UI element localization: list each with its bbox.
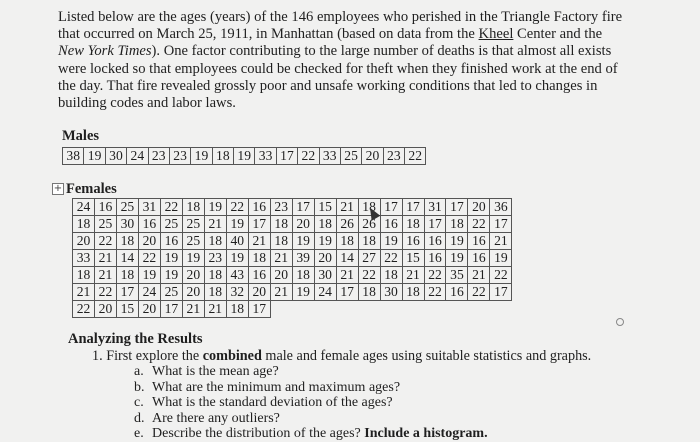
intro-line-2-b: Center and the xyxy=(513,26,603,43)
females-row xyxy=(73,250,512,267)
age-cell: 21 xyxy=(270,284,292,301)
age-cell: 14 xyxy=(116,250,138,267)
age-cell: 31 xyxy=(424,199,446,216)
age-cell: 22 xyxy=(424,267,446,284)
age-cell: 18 xyxy=(446,216,468,233)
age-cell: 24 xyxy=(138,284,160,301)
age-cell: 16 xyxy=(424,250,446,267)
age-cell: 18 xyxy=(270,233,292,250)
age-cell: 25 xyxy=(116,199,138,216)
age-cell: 30 xyxy=(105,148,126,165)
subitem-marker: b. xyxy=(134,379,145,395)
females-label: Females xyxy=(66,181,117,197)
intro-line-1: Listed below are the ages (years) of the 146 employees who perished in the Triangle Factory fire xyxy=(58,9,623,25)
age-cell: 24 xyxy=(314,284,336,301)
age-cell: 18 xyxy=(226,301,248,318)
age-cell: 26 xyxy=(336,216,358,233)
question-1-bold: combined xyxy=(202,348,262,364)
age-cell: 16 xyxy=(380,216,402,233)
subitem xyxy=(134,364,488,380)
age-cell: 18 xyxy=(212,148,233,165)
age-cell: 18 xyxy=(358,284,380,301)
age-cell: 16 xyxy=(468,250,490,267)
subitem xyxy=(134,395,488,411)
females-row xyxy=(73,233,512,250)
age-cell: 25 xyxy=(160,284,182,301)
age-cell: 25 xyxy=(340,148,361,165)
age-cell: 43 xyxy=(226,267,248,284)
subitem-text: Are there any outliers? xyxy=(152,410,280,426)
age-cell: 20 xyxy=(468,199,490,216)
age-cell: 18 xyxy=(116,233,138,250)
age-cell: 22 xyxy=(160,199,182,216)
age-cell: 32 xyxy=(226,284,248,301)
age-cell: 39 xyxy=(292,250,314,267)
age-cell: 20 xyxy=(362,148,383,165)
age-cell: 19 xyxy=(234,148,255,165)
age-cell: 18 xyxy=(204,233,226,250)
age-cell: 22 xyxy=(94,233,116,250)
age-cell: 20 xyxy=(182,267,204,284)
age-cell: 21 xyxy=(94,267,116,284)
age-cell: 17 xyxy=(248,216,270,233)
age-cell: 19 xyxy=(314,233,336,250)
age-cell: 16 xyxy=(446,284,468,301)
age-cell: 22 xyxy=(298,148,319,165)
age-cell: 19 xyxy=(160,267,182,284)
age-cell: 22 xyxy=(94,284,116,301)
subitem-text: What is the standard deviation of the ages? xyxy=(152,395,393,411)
age-cell: 15 xyxy=(116,301,138,318)
males-row xyxy=(63,148,426,165)
age-cell: 27 xyxy=(358,250,380,267)
age-cell: 16 xyxy=(424,233,446,250)
age-cell: 19 xyxy=(292,284,314,301)
age-cell: 30 xyxy=(314,267,336,284)
age-cell: 22 xyxy=(405,148,426,165)
age-cell: 21 xyxy=(73,284,95,301)
intro-line-2-a: that occurred on March 25, 1911, in Manhattan (based on data from the xyxy=(58,26,479,43)
question-1-subitems xyxy=(134,364,488,442)
age-cell: 19 xyxy=(446,233,468,250)
age-cell: 22 xyxy=(226,199,248,216)
subitem-text: Describe the distribution of the ages? xyxy=(152,426,365,442)
subitem xyxy=(134,411,488,427)
age-cell: 35 xyxy=(446,267,468,284)
subitem-marker: d. xyxy=(134,410,145,426)
age-cell: 22 xyxy=(468,216,490,233)
age-cell: 18 xyxy=(380,267,402,284)
age-cell: 22 xyxy=(380,250,402,267)
age-cell: 19 xyxy=(84,148,105,165)
age-cell: 20 xyxy=(182,284,204,301)
subitem-marker: a. xyxy=(134,364,144,379)
intro-line-3 xyxy=(58,43,658,60)
age-cell: 20 xyxy=(73,233,95,250)
intro-line-5: the day. That fire revealed grossly poor and unsafe working conditions that led to changes in xyxy=(58,77,598,94)
age-cell: 18 xyxy=(314,216,336,233)
nyt-title: New York Times xyxy=(58,43,152,60)
question-1-c: male and female ages using suitable statistics and graphs. xyxy=(261,348,592,364)
subitem-text: What are the minimum and maximum ages? xyxy=(152,379,401,395)
age-cell: 18 xyxy=(402,216,424,233)
age-cell: 20 xyxy=(248,284,270,301)
age-cell: 18 xyxy=(336,233,358,250)
age-cell: 20 xyxy=(270,267,292,284)
age-cell: 26 xyxy=(358,216,380,233)
intro-line-4: were locked so that employees could be checked for theft when they finished work at the end of xyxy=(58,60,618,77)
age-cell: 23 xyxy=(204,250,226,267)
age-cell: 21 xyxy=(336,199,358,216)
age-cell: 15 xyxy=(314,199,336,216)
age-cell: 18 xyxy=(73,216,95,233)
age-cell: 24 xyxy=(73,199,95,216)
age-cell: 17 xyxy=(160,301,182,318)
age-cell: 25 xyxy=(182,216,204,233)
age-cell: 23 xyxy=(148,148,169,165)
age-cell: 19 xyxy=(182,250,204,267)
age-cell: 17 xyxy=(116,284,138,301)
females-row xyxy=(73,216,512,233)
age-cell: 18 xyxy=(182,199,204,216)
age-cell: 17 xyxy=(380,199,402,216)
males-label: Males xyxy=(62,128,100,144)
age-cell: 36 xyxy=(490,199,512,216)
age-cell: 19 xyxy=(160,250,182,267)
age-cell: 18 xyxy=(204,267,226,284)
age-cell: 40 xyxy=(226,233,248,250)
subitem-marker: c. xyxy=(134,395,144,411)
age-cell: 22 xyxy=(424,284,446,301)
age-cell: 18 xyxy=(358,233,380,250)
age-cell: 18 xyxy=(358,199,380,216)
age-cell: 30 xyxy=(380,284,402,301)
males-table xyxy=(62,147,426,165)
age-cell: 25 xyxy=(160,216,182,233)
age-cell: 16 xyxy=(402,233,424,250)
analysis-title: Analyzing the Results xyxy=(68,331,203,347)
age-cell: 31 xyxy=(138,199,160,216)
age-cell: 16 xyxy=(248,199,270,216)
age-cell: 16 xyxy=(94,199,116,216)
age-cell: 17 xyxy=(292,199,314,216)
females-row xyxy=(73,199,512,216)
age-cell: 19 xyxy=(226,216,248,233)
age-cell: 19 xyxy=(138,267,160,284)
age-cell: 25 xyxy=(182,233,204,250)
age-cell: 22 xyxy=(138,250,160,267)
age-cell: 16 xyxy=(138,216,160,233)
age-cell: 19 xyxy=(226,250,248,267)
age-cell: 16 xyxy=(468,233,490,250)
age-cell: 19 xyxy=(446,250,468,267)
age-cell: 14 xyxy=(336,250,358,267)
age-cell: 21 xyxy=(182,301,204,318)
age-cell: 23 xyxy=(270,199,292,216)
age-cell: 21 xyxy=(468,267,490,284)
age-cell: 19 xyxy=(292,233,314,250)
females-table xyxy=(72,198,512,318)
age-cell: 15 xyxy=(402,250,424,267)
age-cell: 33 xyxy=(319,148,340,165)
females-row xyxy=(73,284,512,301)
subitem-text: What is the mean age? xyxy=(152,364,279,379)
age-cell: 22 xyxy=(490,267,512,284)
age-cell: 21 xyxy=(204,216,226,233)
age-cell: 24 xyxy=(127,148,148,165)
age-cell: 20 xyxy=(138,301,160,318)
age-cell: 16 xyxy=(248,267,270,284)
intro-line-2 xyxy=(58,26,658,43)
age-cell: 18 xyxy=(248,250,270,267)
age-cell: 20 xyxy=(94,301,116,318)
females-row xyxy=(73,267,512,284)
age-cell: 17 xyxy=(490,216,512,233)
age-cell: 21 xyxy=(94,250,116,267)
age-cell: 23 xyxy=(169,148,190,165)
age-cell: 18 xyxy=(270,216,292,233)
intro-paragraph xyxy=(58,9,658,112)
age-cell: 30 xyxy=(116,216,138,233)
subitem xyxy=(134,426,488,442)
age-cell: 17 xyxy=(276,148,297,165)
question-1-a: 1. First explore the xyxy=(92,348,203,364)
age-cell: 21 xyxy=(248,233,270,250)
age-cell: 16 xyxy=(160,233,182,250)
age-cell: 21 xyxy=(336,267,358,284)
kheel-link: Kheel xyxy=(478,26,514,43)
age-cell: 17 xyxy=(446,199,468,216)
age-cell: 20 xyxy=(292,216,314,233)
age-cell: 21 xyxy=(204,301,226,318)
plus-box-icon[interactable]: + xyxy=(53,183,63,194)
age-cell: 20 xyxy=(138,233,160,250)
age-cell: 19 xyxy=(490,250,512,267)
age-cell: 18 xyxy=(204,284,226,301)
age-cell: 21 xyxy=(490,233,512,250)
intro-line-3-b: ). One factor contributing to the large number of deaths is that almost all exists xyxy=(151,43,612,60)
age-cell: 18 xyxy=(116,267,138,284)
females-row xyxy=(73,301,512,318)
age-cell: 21 xyxy=(402,267,424,284)
age-cell: 25 xyxy=(94,216,116,233)
age-cell: 19 xyxy=(204,199,226,216)
age-cell: 17 xyxy=(490,284,512,301)
age-cell: 33 xyxy=(73,250,95,267)
subitem-bold: Include a histogram. xyxy=(364,426,488,442)
age-cell: 38 xyxy=(63,148,84,165)
age-cell: 17 xyxy=(424,216,446,233)
age-cell: 22 xyxy=(468,284,490,301)
age-cell: 20 xyxy=(314,250,336,267)
resize-handle-icon[interactable] xyxy=(616,318,624,326)
subitem-marker: e. xyxy=(134,426,144,442)
age-cell: 19 xyxy=(191,148,212,165)
age-cell: 17 xyxy=(402,199,424,216)
age-cell: 18 xyxy=(402,284,424,301)
age-cell: 33 xyxy=(255,148,276,165)
age-cell: 23 xyxy=(383,148,404,165)
age-cell: 18 xyxy=(73,267,95,284)
age-cell: 21 xyxy=(270,250,292,267)
intro-line-6: building codes and labor laws. xyxy=(58,95,236,112)
age-cell: 22 xyxy=(73,301,95,318)
age-cell: 19 xyxy=(380,233,402,250)
age-cell: 22 xyxy=(358,267,380,284)
question-1 xyxy=(92,348,591,365)
age-cell: 17 xyxy=(336,284,358,301)
subitem xyxy=(134,380,488,396)
age-cell: 17 xyxy=(248,301,270,318)
age-cell: 18 xyxy=(292,267,314,284)
